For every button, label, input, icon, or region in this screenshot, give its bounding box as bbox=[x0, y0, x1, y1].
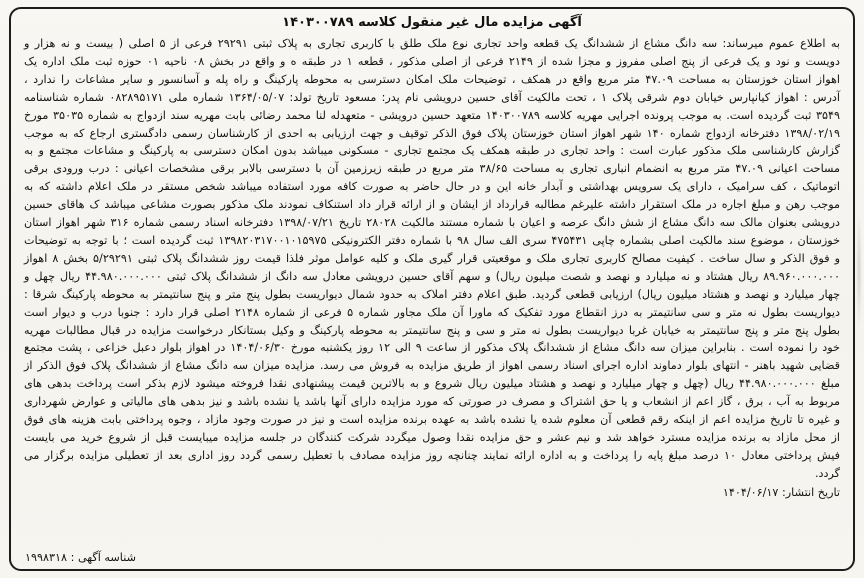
notice-body-text: به اطلاع عموم میرساند: سه دانگ مشاع از ششدانگ یک قطعه واحد تجاری نوع ملک طلق با کاربری تجاری به پلاک ثبتی ۲۹۲۹۱ فرعی از ۵ اصلی ( بیست و نه هزار و دویست و نود و یک فرعی از پنج اصلی مفروز و مجزا شده از ۲۱۴۹ فرعی از اصلی مذکور ، قطعه ۱ در طبقه ه و واقع در بخش ۰۸ ناحیه ۰۱ حوزه ثبت ملک اداره یک اهواز استان خوزستان به مساحت ۴۷.۰۹ متر مربع واقع در همکف ، توضیحات ملک امکان دسترسی به محوطه پارکینگ و راه پله و آسانسور و سایر مشاعات را ندارد ، آدرس : اهواز کیانپارس خیابان دوم شرقی پلاک ۱ ، تحت مالکیت آقای حسین درویشی نام پدر: مسعود تاریخ تولد: ۱۳۶۴/۰۵/۰۷ شماره ملی ۰۸۲۸۹۵۱۷۱ شماره شناسنامه ۳۵۴۹ ثبت گردیده است. به موجب پرونده اجرایی مهریه کلاسه ۱۴۰۳۰۰۷۸۹ متعهد حسین درویشی - متعهدله لنا محمد رضائی بابت مهریه سند ازدواج به شماره ۳۵۰۳۵ مورخ ۱۳۹۸/۰۲/۱۹ دفترخانه ازدواج شماره ۱۴۰ شهر اهواز استان خوزستان پلاک فوق الذکر توقیف و جهت ارزیابی به احدی از کارشناسان رسمی دادگستری ارجاع که به موجب گزارش کارشناسی ملک مذکور عبارت است : واحد تجاری در طبقه همکف یک مجتمع تجاری - مسکونی میباشد بدون امکان دسترسی به پارکینگ و مشاعات مجتمع و به مساحت اعیانی ۴۷.۰۹ متر مربع به انضمام انباری تجاری به مساحت ۳۸/۶۵ متر مربع در طبقه زیرزمین آن با دسترسی بالابر برقی مشخصات اعیانی : درب ورودی برقی اتوماتیک ، کف سرامیک ، دارای یک سرویس بهداشتی و آبدار خانه این و در حال حاضر به صورت کافه مورد استفاده میباشد شخص مستقر در ملک اعلام داشته که به موجب رهن و مبلغ اجاره در ملک استقرار داشته علیرغم مطالبه قرارداد از ایشان و از ارائه قرار داد استنکاف نمودند ملک مذکور بصورت مشاعی میباشد ک هاقای حسین درویشی بعنوان مالک سه دانگ مشاع از شش دانگ عرصه و اعیان با شماره مستند مالکیت ۲۸۰۲۸ تاریخ ۱۳۹۸/۰۷/۲۱ دفترخانه اسناد رسمی شماره ۳۱۶ شهر اهواز استان خوزستان ، موضوع سند مالکیت اصلی بشماره چاپی ۴۷۵۴۳۱ سری الف سال ۹۸ با شماره دفتر الکترونیکی ۱۳۹۸۲۰۳۱۷۰۰۱۰۱۵۹۷۵ ثبت گردیده است ؛ با توجه به توضیحات و فوق الذکر و سال ساخت . کیفیت مصالح کاربری تجاری ملک و موقعیتی قرار گیری ملک و کلیه عوامل موثر فلذا قیمت روز ششدانگ پلاک ثبتی ۵/۲۹۲۹۱ بخش ۸ اهواز ۸۹.۹۶۰.۰۰۰.۰۰۰ ریال هشتاد و نه میلیارد و نهصد و شصت میلیون ریال) و سهم آقای حسین درویشی معادل سه دانگ از ششدانگ پلاک ثبتی ۴۴.۹۸۰.۰۰۰.۰۰۰ ریال چهل و چهار میلیارد و نهصد و هشتاد میلیون ریال) ارزیابی قطعی گردید. طبق اعلام دفتر املاک به حدود شمال دیواریست بطول پنج متر و پنج سانتیمتر به محوطه پارکینگ شرقا : دیواریست بطول نه متر و سی سانتیمتر به درز انقطاع مورد تفکیک که ماورا آن ملک مجاور شماره ۵ فرعی از شماره ۲۱۴۸ اصلی قرار دارد : جنوبا درب و دیوار است بطول پنج متر و پنج سانتیمتر به خیابان غربا دیواریست بطول نه متر و سی و پنج سانتیمتر به محوطه پارکینگ و وکیل بستانکار درخواست مزایده در قبال مطالبات مهریه خود را نموده است . بنابراین میزان سه دانگ مشاع از ششدانگ پلاک مذکور از ساعت ۹ الی ۱۲ روز یکشنبه مورخ ۱۴۰۴/۰۶/۳۰ در اهواز بلوار دعبل خزاعی ، پشت مجتمع قضایی شهید باهنر - انتهای بلوار دماوند اداره اجرای اسناد رسمی اهواز از طریق مزایده به فروش می رسد. مزایده میزان سه دانگ مشاع از ششدانگ پلاک فوق الذکر از مبلغ ۴۴.۹۸۰.۰۰۰.۰۰۰ ریال (چهل و چهار میلیارد و نهصد و هشتاد میلیون ریال شروع و به بالاترین قیمت پیشنهادی نقدا فروخته میشود لازم بذکر است پرداخت بدهی های مربوط به آب ، برق ، گاز اعم از انشعاب و یا حق اشتراک و مصرف در صورتی که مورد مزایده دارای آنها باشد یا نشده باشد و نیز بدهی های مالیاتی و عوارض شهرداری و غیره تا تاریخ مزایده اعم از اینکه رقم قطعی آن معلوم شده یا نشده باشد به عهده برنده مزایده است و نیز در صورت وجود مازاد ، وجوه پرداختی بابت هزینه های فوق از محل مازاد به برنده مزایده مسترد خواهد شد و نیم عشر و حق مزایده نقدا وصول میگردد شرکت کنندگان در جلسه مزایده میبایست قبل از شروع خرید می بایست فیش پرداختی معادل ۱۰ درصد مبلغ پایه را پرداخت و به اداره ارائه نمایند چنانچه روز مزایده مصادف با تعطیل رسمی گردد روز اداری بعد از تعطیلی مزایده برگزار می گردد. bbox=[24, 37, 841, 480]
ad-id-label: شناسه آگهی : bbox=[70, 551, 136, 564]
ad-id-value: ۱۹۹۸۳۱۸ bbox=[25, 551, 68, 564]
scan-smudge-artifact bbox=[856, 210, 862, 330]
publish-date-value: ۱۴۰۴/۰۶/۱۷ bbox=[722, 485, 779, 499]
ad-id-line bbox=[25, 551, 136, 564]
publish-date-label: تاریخ انتشار: bbox=[782, 485, 840, 499]
document-border-frame bbox=[9, 7, 855, 571]
publish-date-line bbox=[24, 484, 840, 502]
notice-title: آگهی مزایده مال غیر منقول کلاسه ۱۴۰۳۰۰۷۸۹ bbox=[282, 15, 582, 30]
